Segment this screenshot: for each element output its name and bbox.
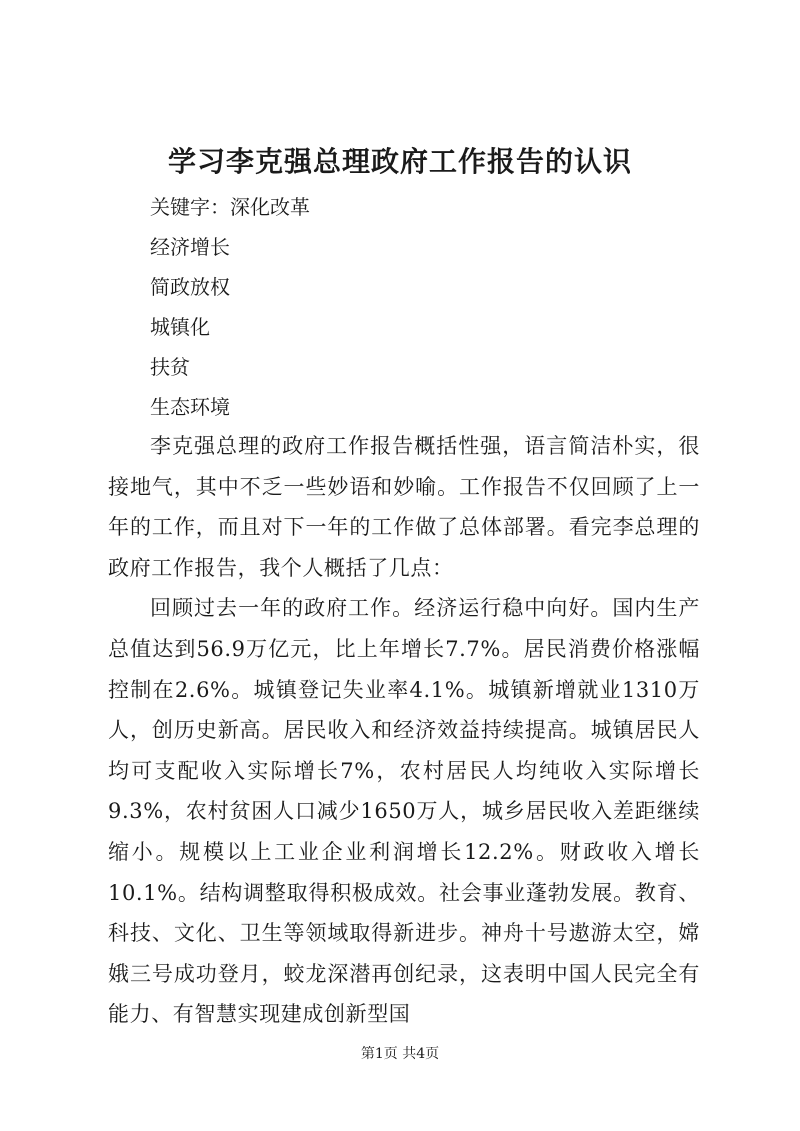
keyword-line: 扶贫 [150, 355, 190, 379]
paragraph-intro: 李克强总理的政府工作报告概括性强，语言简洁朴实，很接地气，其中不乏一些妙语和妙喻。工作报告不仅回顾了上一年的工作，而且对下一年的工作做了总体部署。看完李总理的政府工作报告，我个人概括了几点： [108, 434, 700, 580]
keyword-line: 关键字：深化改革 [150, 195, 310, 219]
document-title: 学习李克强总理政府工作报告的认识 [167, 145, 632, 178]
body-text [108, 426, 700, 1035]
page-footer: 第1页 共4页 [360, 1046, 440, 1062]
keyword-line: 生态环境 [150, 395, 230, 419]
keyword-line: 经济增长 [150, 235, 230, 259]
paragraph-review: 回顾过去一年的政府工作。经济运行稳中向好。国内生产总值达到56.9万亿元，比上年增长7.7%。居民消费价格涨幅控制在2.6%。城镇登记失业率4.1%。城镇新增就业1310万人，创历史新高。居民收入和经济效益持续提高。城镇居民人均可支配收入实际增长7%，农村居民人均纯收入实际增长9.3%，农村贫困人口减少1650万人，城乡居民收入差距继续缩小。规模以上工业企业利润增长12.2%。财政收入增长10.1%。结构调整取得积极成效。社会事业蓬勃发展。教育、科技、文化、卫生等领域取得新进步。神舟十号遨游太空，嫦娥三号成功登月，蛟龙深潜再创纪录，这表明中国人民完全有能力、有智慧实现建成创新型国 [108, 596, 700, 1027]
keyword-line: 简政放权 [150, 275, 230, 299]
keyword-line: 城镇化 [150, 315, 210, 339]
